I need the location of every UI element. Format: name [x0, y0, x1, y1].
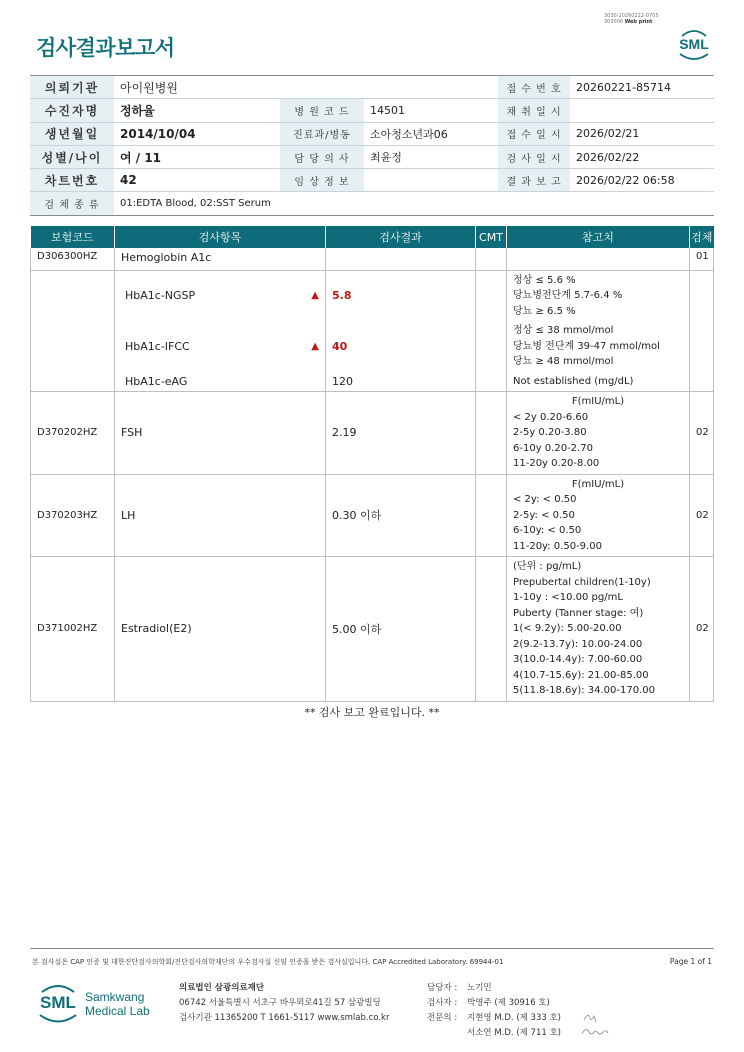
e2-specimen: 02 [690, 557, 714, 702]
hba1c-specimen: 01 [690, 248, 714, 270]
col-cmt: CMT [476, 226, 507, 248]
eag-reference: Not established (mg/dL) [507, 372, 690, 392]
sml-logo-icon [34, 980, 82, 1026]
staff-list: 담당자 : 노기민 검사자 : 박영주 (제 30916 호) 전문의 : 지현영 M.D. (제 333 호) 서소연 M.D. (제 711 호) [427, 983, 562, 1038]
col-test-item: 검사항목 [115, 226, 326, 248]
doctor: 최윤정 [364, 145, 498, 168]
report-date: 2026/02/22 06:58 [570, 169, 714, 192]
label-specimen: 검 체 종 류 [30, 192, 114, 215]
eag-value: 120 [326, 372, 476, 392]
table-row [31, 248, 714, 270]
fsh-reference: F(mIU/mL) < 2y 0.20-6.60 2-5y 0.20-3.80 6-10y 0.20-2.70 11-20y 0.20-8.00 [507, 392, 690, 475]
hba1c-name: Hemoglobin A1c [115, 248, 326, 270]
collect-date [570, 99, 714, 122]
label-receipt-no: 접 수 번 호 [498, 76, 570, 99]
svg-text:SML: SML [40, 993, 76, 1012]
report-complete-note: ** 검사 보고 완료입니다. ** [304, 706, 440, 719]
table-row [31, 557, 714, 702]
test-date: 2026/02/22 [570, 145, 714, 168]
patient-info-table [30, 75, 714, 216]
page-number: Page 1 of 1 [669, 957, 712, 966]
table-row [31, 270, 714, 321]
lh-value: 0.30 이하 [326, 474, 476, 557]
label-requesting-inst: 의뢰기관 [30, 76, 114, 99]
svg-text:SML: SML [679, 36, 709, 52]
table-row [31, 372, 714, 392]
footer-divider [30, 948, 714, 949]
hospital-code: 14501 [364, 99, 498, 122]
signature-icon [580, 1010, 610, 1040]
label-test-date: 검 사 일 시 [498, 145, 570, 168]
label-doctor: 담 당 의 사 [280, 145, 364, 168]
org-info: 의료법인 삼광의료재단 06742 서울특별시 서초구 바우뫼로41길 57 삼광빌딩 검사기관 11365200 T 1661-5117 www.smlab.co.kr [179, 983, 390, 1023]
ifcc-reference: 정상 ≤ 38 mmol/mol 당뇨병 전단계 39-47 mmol/mol 당뇨 ≥ 48 mmol/mol [507, 321, 690, 372]
ifcc-name: HbA1c-IFCC [125, 339, 190, 353]
e2-reference: (단위 : pg/mL) Prepubertal children(1-10y) 1-10y : <10.00 pg/mL Puberty (Tanner stage: 여) 1(< 9.2y): 5.00-20.00 2(9.2-13.7y): 10.00-24.00 3(10.0-14.4y): 7.00-60.00 4(10.7-15.6y): 21.00-85.00 5(11.8-18.6y): 34.00-170.00 [507, 557, 690, 702]
high-flag-icon: ▲ [311, 340, 319, 352]
receipt-no: 20260221-85714 [570, 76, 714, 99]
ifcc-value: 40 [326, 321, 476, 372]
ngsp-value: 5.8 [326, 270, 476, 321]
col-result: 검사결과 [326, 226, 476, 248]
label-chart: 차트번호 [30, 169, 114, 192]
sml-logo-icon [674, 28, 714, 62]
sexage: 여 / 11 [114, 145, 280, 168]
brand-name: Samkwang Medical Lab [85, 990, 150, 1018]
dob: 2014/10/04 [114, 122, 280, 145]
label-clinical: 임 상 정 보 [280, 169, 364, 192]
hba1c-code: D306300HZ [31, 248, 115, 270]
receipt-date: 2026/02/21 [570, 122, 714, 145]
requesting-inst: 아이원병원 [114, 76, 498, 99]
report-title: 검사결과보고서 [36, 36, 175, 60]
fsh-specimen: 02 [690, 392, 714, 475]
lh-code: D370203HZ [31, 474, 115, 557]
lh-reference: F(mIU/mL) < 2y: < 0.50 2-5y: < 0.50 6-10y: < 0.50 11-20y: 0.50-9.00 [507, 474, 690, 557]
accreditation-note: 본 검사실은 CAP 인증 및 대한진단검사의학회/진단검사의학재단의 우수검사실 신임 인증을 받은 검사실입니다. CAP Accredited Laboratory. 69944-01 [32, 958, 504, 966]
label-sexage: 성별/나이 [30, 145, 114, 168]
fsh-code: D370202HZ [31, 392, 115, 475]
ngsp-name: HbA1c-NGSP [125, 289, 196, 303]
clinical-info [364, 169, 498, 192]
table-row [31, 321, 714, 372]
label-collect-date: 채 취 일 시 [498, 99, 570, 122]
e2-code: D371002HZ [31, 557, 115, 702]
table-row [31, 392, 714, 475]
high-flag-icon: ▲ [311, 290, 319, 302]
patient-name: 정하율 [114, 99, 280, 122]
ngsp-reference: 정상 ≤ 5.6 % 당뇨병전단계 5.7-6.4 % 당뇨 ≥ 6.5 % [507, 270, 690, 321]
e2-name: Estradiol(E2) [115, 557, 326, 702]
col-specimen: 검체 [690, 226, 714, 248]
specimen-types: 01:EDTA Blood, 02:SST Serum [114, 192, 714, 215]
label-receipt-date: 접 수 일 시 [498, 122, 570, 145]
col-insurance-code: 보험코드 [31, 226, 115, 248]
label-report-date: 결 과 보 고 [498, 169, 570, 192]
label-patient: 수진자명 [30, 99, 114, 122]
lh-name: LH [115, 474, 326, 557]
chart-no: 42 [114, 169, 280, 192]
e2-value: 5.00 이하 [326, 557, 476, 702]
dept: 소아청소년과06 [364, 122, 498, 145]
results-table [30, 226, 714, 702]
eag-name: HbA1c-eAG [125, 374, 188, 388]
fsh-name: FSH [115, 392, 326, 475]
label-hospital-code: 병 원 코 드 [280, 99, 364, 122]
print-code: 3030-20260222-0705 303006 Web print [604, 13, 659, 25]
label-dob: 생년월일 [30, 122, 114, 145]
lh-specimen: 02 [690, 474, 714, 557]
col-reference: 참고치 [507, 226, 690, 248]
table-row [31, 474, 714, 557]
fsh-value: 2.19 [326, 392, 476, 475]
label-dept: 진료과/병동 [280, 122, 364, 145]
